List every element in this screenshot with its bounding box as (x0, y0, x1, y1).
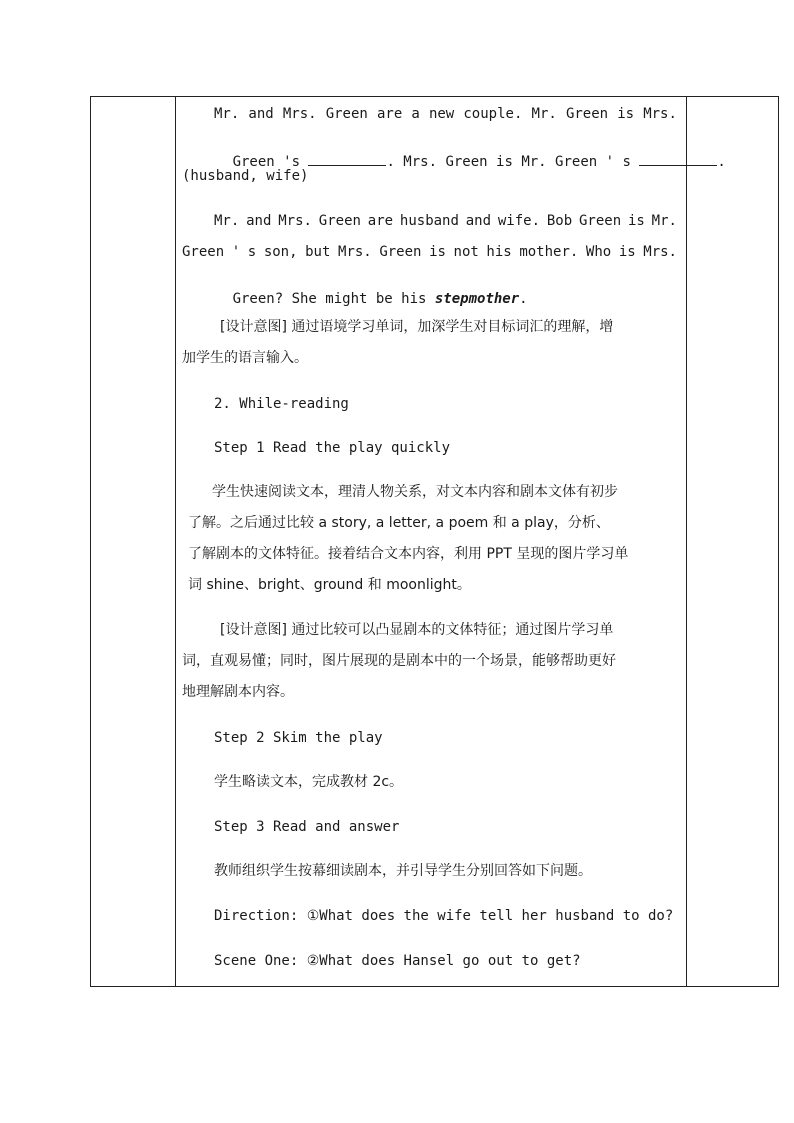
word: ' (231, 244, 241, 260)
word: Bob (546, 213, 573, 229)
p4-line4: 词 shine、bright、ground 和 moonlight。 (188, 577, 471, 593)
word: but (305, 244, 331, 260)
word: husband (399, 213, 459, 229)
word: Green (565, 106, 609, 122)
p4-line3: 了解剧本的文体特征。接着结合文本内容，利用 PPT 呈现的图片学习单 (188, 546, 629, 562)
word: is (429, 244, 446, 260)
word: and (248, 106, 274, 122)
word: Green (578, 213, 622, 229)
word: wife. (497, 213, 541, 229)
question-scene-one: Scene One: ②What does Hansel go out to get? (214, 953, 581, 969)
answer-blank (308, 153, 386, 166)
word: a (411, 106, 420, 122)
p1-line2-text-c: . (717, 154, 726, 170)
word: Green (379, 244, 422, 260)
p5-line2: 词，直观易懂；同时，图片展现的是剧本中的一个场景，能够帮助更好 (182, 653, 616, 669)
p2-line3-text-b: . (519, 291, 528, 307)
p3-line1: [设计意图] 通过语境学习单词，加深学生对目标词汇的理解，增 (220, 319, 614, 335)
section-heading-while-reading: 2. While-reading (214, 396, 349, 412)
word: is (627, 213, 645, 229)
lesson-table (90, 96, 779, 987)
p2-line3-text-a: Green? She might be his (232, 291, 435, 307)
word: is (618, 244, 636, 260)
p1-line1 (214, 106, 677, 122)
word: Mr. (531, 106, 557, 122)
word: mother. (519, 244, 579, 260)
p3-line2: 加学生的语言输入。 (182, 350, 308, 366)
word: are (376, 106, 403, 122)
stepmother-term: stepmother (434, 291, 520, 307)
p4-line1: 学生快速阅读文本，理清人物关系，对文本内容和剧本文体有初步 (212, 484, 618, 500)
word: Mrs. (278, 213, 312, 229)
word: Green (182, 244, 225, 260)
p1-line2-text-a: Green 's (232, 154, 301, 170)
p2-line2 (182, 244, 677, 260)
word: son, (263, 244, 298, 260)
step3-heading: Step 3 Read and answer (214, 819, 400, 835)
word: Who (585, 244, 612, 260)
p4-line2: 了解。之后通过比较 a story, a letter, a poem 和 a play，分析、 (188, 515, 610, 531)
word: Mrs. (643, 106, 677, 122)
p6: 学生略读文本，完成教材 2c。 (214, 774, 404, 790)
step1-heading: Step 1 Read the play quickly (214, 440, 451, 456)
word: new (428, 106, 455, 122)
question-direction: Direction: ①What does the wife tell her husband to do? (214, 908, 674, 924)
column-divider-right (686, 97, 687, 986)
word: not (453, 244, 479, 260)
p2-line1 (214, 213, 677, 229)
word: is (617, 106, 635, 122)
word: Mr. (651, 213, 677, 229)
word: couple. (463, 106, 523, 122)
word: and (246, 213, 272, 229)
answer-blank (639, 153, 717, 166)
word: Mr. (214, 213, 240, 229)
word: and (465, 213, 492, 229)
word: are (367, 213, 394, 229)
p2-line3 (182, 275, 528, 323)
p5-line1: [设计意图] 通过比较可以凸显剧本的文体特征；通过图片学习单 (220, 622, 614, 638)
p7: 教师组织学生按幕细读剧本，并引导学生分别回答如下问题。 (214, 863, 592, 879)
p1-line3: (husband, wife) (182, 168, 309, 184)
word: his (486, 244, 512, 260)
p1-line2-text-b: . Mrs. Green is Mr. Green ' s (386, 154, 631, 170)
p5-line3: 地理解剧本内容。 (182, 684, 294, 700)
word: Green (318, 213, 361, 229)
word: Mr. (214, 106, 240, 122)
word: Green (325, 106, 368, 122)
column-divider-left (175, 97, 176, 986)
word: Mrs. (338, 244, 372, 260)
word: Mrs. (643, 244, 677, 260)
step2-heading: Step 2 Skim the play (214, 730, 383, 746)
word: s (247, 244, 257, 260)
word: Mrs. (282, 106, 317, 122)
